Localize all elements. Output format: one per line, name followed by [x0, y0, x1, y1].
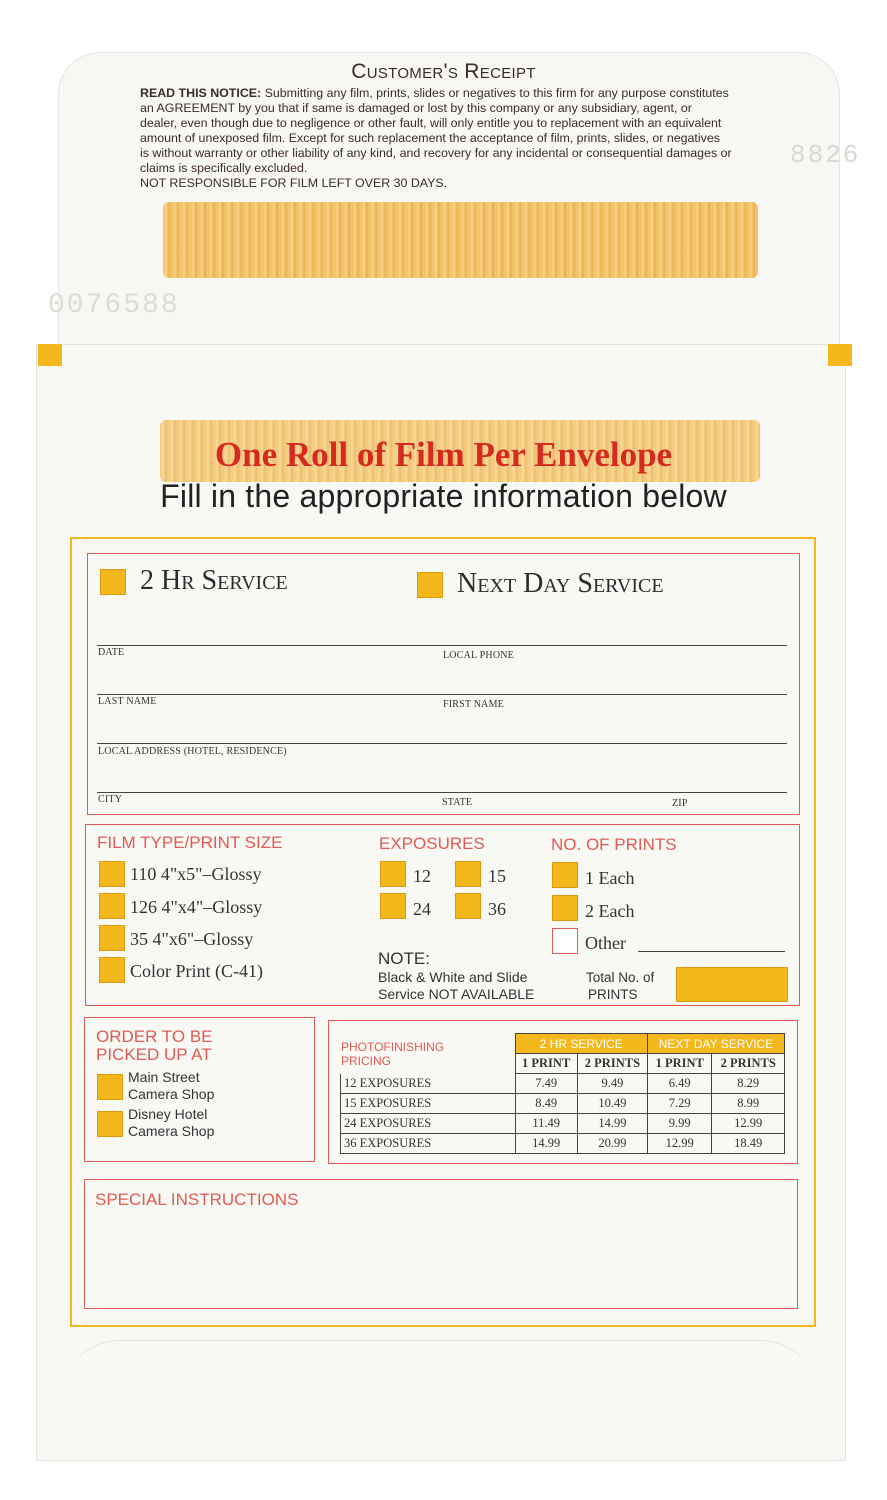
pricing-col-header: 1 PRINT [515, 1054, 577, 1074]
pricing-cell: 6.49 [647, 1074, 711, 1094]
color-print-checkbox[interactable] [99, 957, 125, 983]
prints-other-line[interactable] [638, 951, 785, 952]
film-110-checkbox[interactable] [99, 861, 125, 887]
zip-label: ZIP [672, 798, 688, 809]
adhesive-strip-top [163, 202, 758, 278]
notice-body: Submitting any film, prints, slides or negatives to this firm for any purpose constitutes an AGREEMENT by you that if same is damaged or lost by this company or any subsidiary, agent, or dealer, even though due to negligence or other fault, will only entitle you to replacement with an equivalent amount of unexposed film. Except for such replacement the acceptance of film, prints, slides, or negatives is without warranty or other liability of any kind, and recovery for any incidental or consequential damages or claims is specifically excluded. [140, 86, 732, 175]
receipt-title: Customer's Receipt [351, 60, 536, 83]
film-126-label: 126 4"x4"–Glossy [130, 897, 263, 917]
pickup-title-1: ORDER TO BE [96, 1027, 213, 1046]
pricing-row-label: 12 EXPOSURES [341, 1074, 516, 1094]
total-prints-label-1: Total No. of [586, 970, 655, 985]
pricing-cell: 8.99 [712, 1094, 785, 1114]
exposures-title: EXPOSURES [379, 834, 485, 853]
next-day-service-checkbox[interactable] [417, 572, 443, 598]
pickup-main-street-checkbox[interactable] [97, 1074, 123, 1100]
one-roll-banner: One Roll of Film Per Envelope [214, 435, 673, 474]
pricing-row-label: 36 EXPOSURES [341, 1134, 516, 1154]
pricing-header-2hr: 2 HR SERVICE [515, 1034, 647, 1054]
film-35-label: 35 4"x6"–Glossy [130, 929, 254, 949]
total-prints-label-2: PRINTS [588, 987, 638, 1002]
pricing-row [341, 1074, 785, 1094]
exposures-24-checkbox[interactable] [380, 893, 406, 919]
pricing-title-2: PRICING [341, 1054, 392, 1068]
film-126-checkbox[interactable] [99, 893, 125, 919]
pickup-disney-hotel-line-1: Disney Hotel [128, 1106, 208, 1122]
color-print-label: Color Print (C-41) [130, 961, 263, 981]
pricing-row [341, 1114, 785, 1134]
pricing-cell: 20.99 [577, 1134, 647, 1154]
notice-heading: READ THIS NOTICE: [140, 86, 262, 100]
pricing-row-label: 15 EXPOSURES [341, 1094, 516, 1114]
two-hr-service-checkbox[interactable] [100, 569, 126, 595]
pricing-cell: 12.99 [712, 1114, 785, 1134]
pickup-title-2: PICKED UP AT [96, 1045, 212, 1064]
address-line[interactable] [97, 743, 787, 744]
pricing-cell: 7.29 [647, 1094, 711, 1114]
pricing-cell: 14.99 [577, 1114, 647, 1134]
envelope-bottom-flap [60, 1340, 820, 1451]
yellow-tab-right [828, 344, 852, 366]
fill-in-instruction: Fill in the appropriate information below [160, 478, 727, 514]
last-name-label: LAST NAME [98, 696, 157, 707]
pricing-row [341, 1134, 785, 1154]
film-35-checkbox[interactable] [99, 925, 125, 951]
pricing-table-corner [341, 1034, 516, 1074]
pricing-cell: 9.49 [577, 1074, 647, 1094]
state-label: STATE [442, 797, 473, 808]
pricing-cell: 8.49 [515, 1094, 577, 1114]
pickup-disney-hotel-line-2: Camera Shop [128, 1123, 215, 1139]
exposures-36-checkbox[interactable] [455, 893, 481, 919]
exposures-12-checkbox[interactable] [380, 861, 406, 887]
pricing-header-next-day: NEXT DAY SERVICE [647, 1034, 784, 1054]
city-label: CITY [98, 794, 123, 805]
note-line-1: Black & White and Slide [378, 969, 528, 985]
first-name-label: FIRST NAME [443, 699, 504, 710]
note-title: NOTE: [378, 949, 430, 968]
no-of-prints-title: NO. OF PRINTS [551, 835, 677, 854]
prints-1-each-label: 1 Each [585, 868, 635, 888]
pricing-col-header: 2 PRINTS [712, 1054, 785, 1074]
pricing-title-1: PHOTOFINISHING [341, 1040, 445, 1054]
film-type-title: FILM TYPE/PRINT SIZE [97, 833, 283, 852]
pickup-main-street-line-1: Main Street [128, 1069, 200, 1085]
exposures-36-label: 36 [488, 899, 506, 919]
serial-number-body: 0076588 [48, 290, 180, 321]
date-phone-line[interactable] [97, 645, 787, 646]
pickup-main-street-line-2: Camera Shop [128, 1086, 215, 1102]
yellow-tab-left [38, 344, 62, 366]
exposures-15-checkbox[interactable] [455, 861, 481, 887]
local-address-label: LOCAL ADDRESS (HOTEL, RESIDENCE) [98, 746, 287, 757]
note-line-2: Service NOT AVAILABLE [378, 986, 535, 1002]
next-day-service-label: Next Day Service [457, 568, 664, 599]
exposures-12-label: 12 [413, 866, 431, 886]
pricing-cell: 9.99 [647, 1114, 711, 1134]
pickup-disney-hotel-checkbox[interactable] [97, 1111, 123, 1137]
prints-1-each-checkbox[interactable] [552, 862, 578, 888]
film-110-label: 110 4"x5"–Glossy [130, 864, 262, 884]
pricing-cell: 12.99 [647, 1134, 711, 1154]
city-state-zip-line[interactable] [97, 792, 787, 793]
notice-last-line: NOT RESPONSIBLE FOR FILM LEFT OVER 30 DAYS. [140, 176, 448, 190]
pricing-row [341, 1094, 785, 1114]
exposures-24-label: 24 [413, 899, 431, 919]
exposures-15-label: 15 [488, 866, 506, 886]
pricing-col-header: 1 PRINT [647, 1054, 711, 1074]
prints-2-each-label: 2 Each [585, 901, 635, 921]
pricing-cell: 14.99 [515, 1134, 577, 1154]
receipt-notice [140, 86, 732, 191]
pricing-cell: 11.49 [515, 1114, 577, 1134]
serial-number-flap: 8826 [790, 140, 861, 170]
pricing-cell: 18.49 [712, 1134, 785, 1154]
prints-other-checkbox[interactable] [552, 928, 578, 954]
total-prints-field[interactable] [676, 967, 788, 1002]
special-instructions-title: SPECIAL INSTRUCTIONS [95, 1190, 299, 1209]
date-label: DATE [98, 647, 125, 658]
pricing-cell: 10.49 [577, 1094, 647, 1114]
prints-2-each-checkbox[interactable] [552, 895, 578, 921]
pricing-cell: 7.49 [515, 1074, 577, 1094]
prints-other-label: Other [585, 933, 626, 953]
pricing-row-label: 24 EXPOSURES [341, 1114, 516, 1134]
two-hr-service-label: 2 Hr Service [140, 565, 288, 596]
pricing-col-header: 2 PRINTS [577, 1054, 647, 1074]
pricing-table [340, 1033, 785, 1154]
name-line[interactable] [97, 694, 787, 695]
pricing-cell: 8.29 [712, 1074, 785, 1094]
local-phone-label: LOCAL PHONE [443, 650, 514, 661]
